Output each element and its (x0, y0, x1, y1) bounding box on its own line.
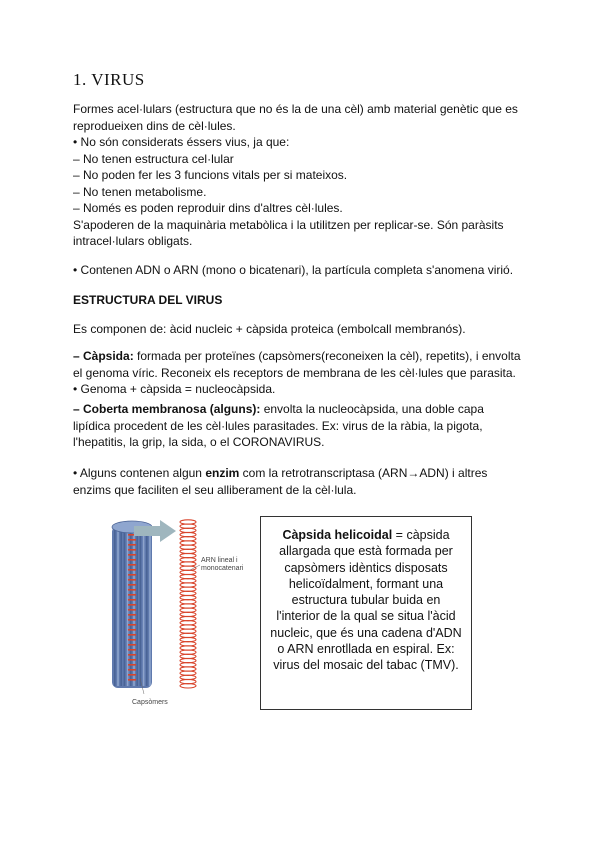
coberta-text: envolta la nucleocàpsida, una doble capa (260, 402, 484, 416)
enzim-line-2: enzims que faciliten el seu alliberament de la cèl·lula. (73, 482, 357, 497)
arn-label: ARN lineal i monocatenari (201, 557, 244, 572)
inner-rna-segment (128, 634, 136, 636)
capsomer-column (136, 530, 138, 686)
inner-rna-segment (128, 584, 136, 586)
inner-rna-segment (128, 574, 136, 576)
inner-rna-segment (128, 629, 136, 631)
capsomer-column (140, 530, 142, 686)
inner-rna-segment (128, 594, 136, 596)
inner-rna-segment (128, 589, 136, 591)
capsida-line-2: el genoma víric. Reconeix els receptors de membrana de les cèl·lules que parasita. (73, 365, 516, 380)
capsomer-column (114, 530, 116, 686)
capsomer-column (130, 530, 132, 686)
inner-rna-segment (128, 569, 136, 571)
intro-paragraph (73, 101, 543, 250)
capsida-line-3: • Genoma + càpsida = nucleocàpsida. (73, 382, 276, 396)
inner-rna-segment (128, 554, 136, 556)
components-paragraph (73, 321, 543, 338)
inner-rna-segment (128, 679, 136, 681)
capsomer-column (149, 530, 151, 686)
capsomer-column (143, 530, 145, 686)
rna-coil (180, 520, 196, 688)
intro-line: S'apoderen de la maquinària metabòlica i la utilitzen per replicar-se. Són paràsits (73, 217, 504, 232)
coberta-line-2: lipídica procedent de les cèl·lules parasitades. Ex: virus de la ràbia, la pigota, (73, 418, 483, 433)
inner-rna-segment (128, 544, 136, 546)
inner-rna-segment (128, 604, 136, 606)
adn-line: • Contenen ADN o ARN (mono o bicatenari), la partícula completa s'anomena virió. (73, 263, 514, 277)
inner-rna-segment (128, 654, 136, 656)
coberta-line-1 (73, 401, 543, 418)
inner-rna-segment (128, 579, 136, 581)
box-text: = càpsida allargada que està formada per capsòmers idèntics disposats helicoïdalment, formant una estructura tubular buida en l'interior de la qual se situa l'àcid nucleic, que és una cadena d'ADN o ARN enrotllada en espiral. Ex: virus del mosaic del tabac (TMV). (270, 528, 462, 673)
capsomer-column (146, 530, 148, 686)
capsida-paragraph (73, 348, 543, 398)
intro-line: – No tenen metabolisme. (73, 184, 207, 199)
components-line: Es componen de: àcid nucleic + càpsida proteica (embolcall membranós). (73, 322, 466, 336)
inner-rna-segment (128, 614, 136, 616)
capsomer-column (124, 530, 126, 686)
inner-rna-segment (128, 639, 136, 641)
capsomer-column (120, 530, 122, 686)
inner-rna-segment (128, 644, 136, 646)
helical-capsid-figure (104, 518, 254, 713)
inner-rna-segment (128, 564, 136, 566)
page-title: 1. VIRUS (73, 70, 145, 89)
inner-rna-segment (128, 549, 136, 551)
inner-rna-segment (128, 559, 136, 561)
helical-capsid-illustration (104, 518, 254, 713)
box-term: Càpsida helicoidal (282, 528, 393, 542)
capsida-text: formada per proteïnes (capsòmers(reconeixen la cèl), repetits), i envolta (133, 349, 521, 363)
capsida-line-1 (73, 348, 543, 365)
enzim-text: com la retrotranscriptasa (ARN→ADN) i altres (239, 466, 488, 480)
section-heading: ESTRUCTURA DEL VIRUS (73, 293, 223, 307)
intro-line: Formes acel·lulars (estructura que no és la de una cèl) amb material genètic que es (73, 102, 518, 116)
coberta-paragraph (73, 401, 543, 451)
capsid-cylinder (112, 521, 152, 688)
adn-paragraph (73, 262, 543, 279)
intro-line: intracel·lulars obligats. (73, 234, 193, 248)
enzim-paragraph (73, 465, 543, 498)
inner-rna-segment (128, 624, 136, 626)
inner-rna-segment (128, 539, 136, 541)
capsomer-column (127, 530, 129, 686)
inner-rna-segment (128, 619, 136, 621)
enzim-prefix: • Alguns contenen algun (73, 466, 206, 480)
intro-line: • No són considerats éssers vius, ja que: (73, 135, 290, 149)
capsida-label: – Càpsida: (73, 349, 134, 363)
inner-rna-segment (128, 649, 136, 651)
inner-rna-segment (128, 659, 136, 661)
intro-line: – No tenen estructura cel·lular (73, 151, 234, 166)
inner-rna-segment (128, 599, 136, 601)
coberta-label: – Coberta membranosa (alguns): (73, 402, 261, 416)
enzim-line-1 (73, 465, 543, 482)
inner-rna-segment (128, 609, 136, 611)
intro-line: – Només es poden reproduir dins d'altres cèl·lules. (73, 201, 343, 215)
inner-rna-segment (128, 669, 136, 671)
helical-capsid-definition-box (260, 516, 472, 710)
enzim-bold: enzim (205, 466, 240, 480)
inner-rna-segment (128, 674, 136, 676)
capsomer-column (117, 530, 119, 686)
inner-rna-segment (128, 664, 136, 666)
intro-line: – No poden fer les 3 funcions vitals per si mateixos. (73, 168, 348, 182)
intro-line: reprodueixen dins de cèl·lules. (73, 118, 236, 133)
capsomer-label: Capsòmers (132, 699, 168, 706)
capsomer-column (133, 530, 135, 686)
coberta-line-3: l'hepatitis, la grip, la sida, o el CORONAVIRUS. (73, 435, 325, 449)
